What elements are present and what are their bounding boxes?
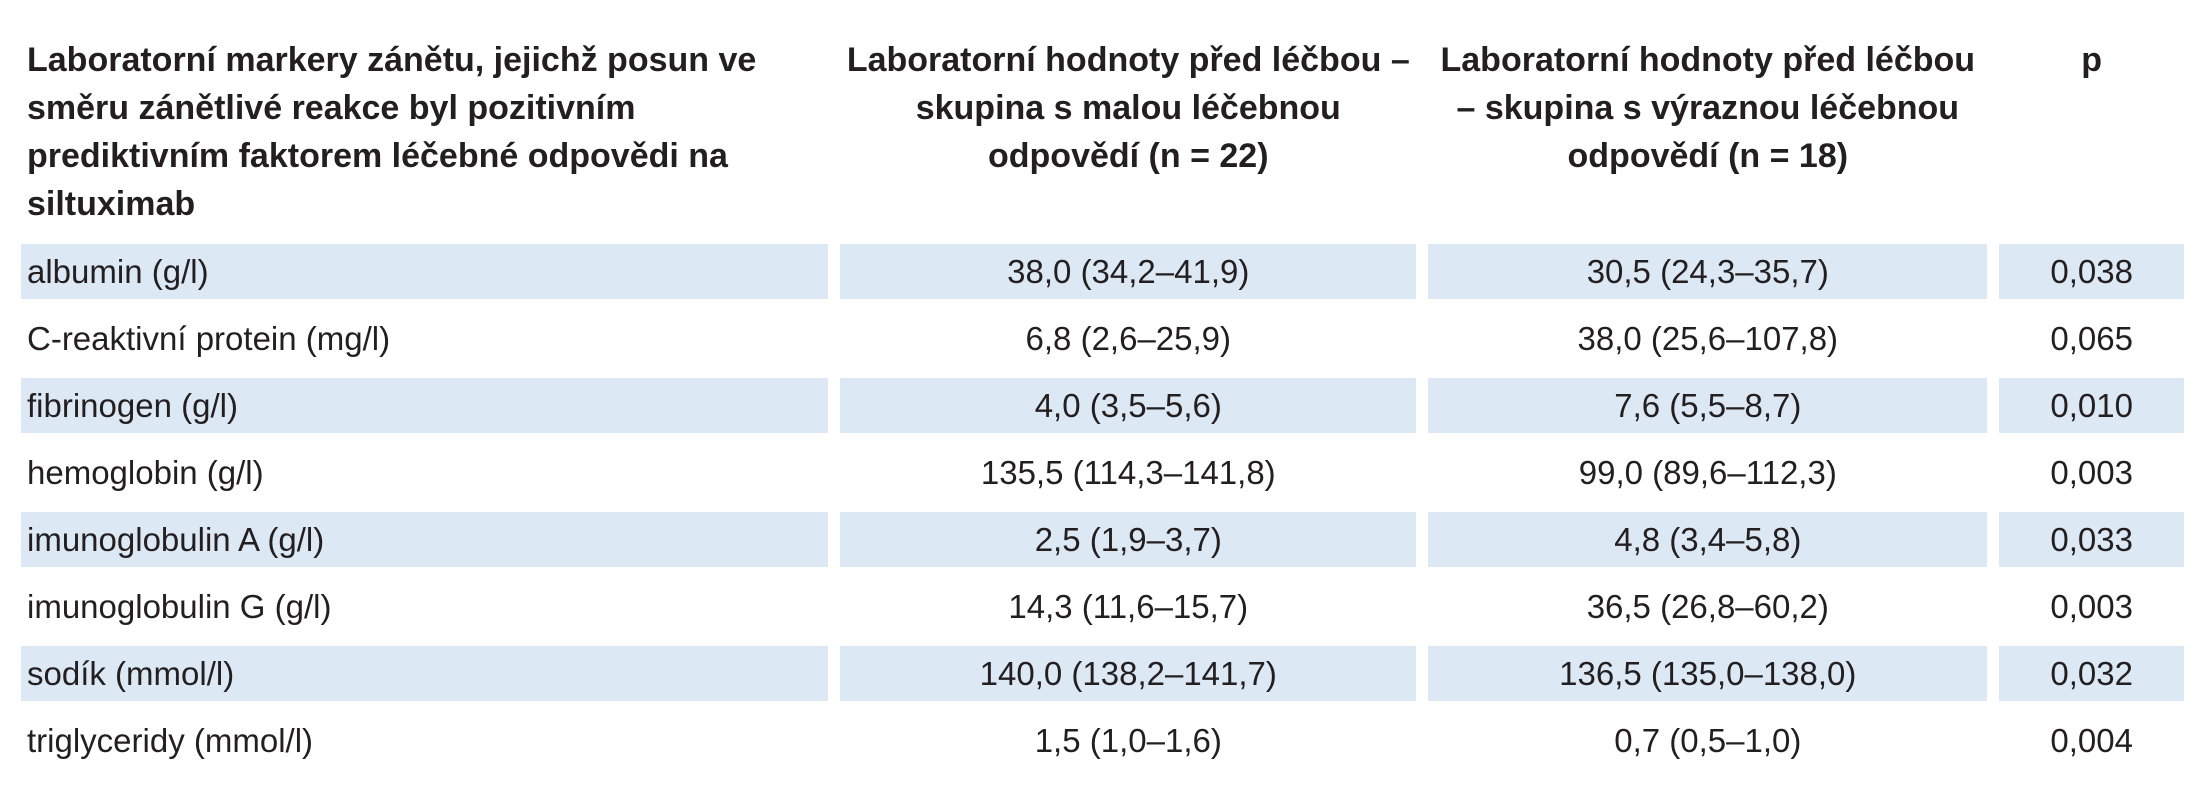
large-response-cell: 0,7 (0,5–1,0) — [1428, 713, 1987, 768]
marker-cell: albumin (g/l) — [21, 244, 828, 299]
small-response-cell: 14,3 (11,6–15,7) — [840, 579, 1416, 634]
table-row — [21, 512, 2184, 567]
large-response-cell: 136,5 (135,0–138,0) — [1428, 646, 1987, 701]
lab-markers-table — [9, 24, 2196, 780]
header-p-value: p — [2081, 41, 2103, 79]
large-response-cell: 38,0 (25,6–107,8) — [1428, 311, 1987, 366]
small-response-cell: 1,5 (1,0–1,6) — [840, 713, 1416, 768]
p-value-cell: 0,038 — [1999, 244, 2184, 299]
small-response-cell: 6,8 (2,6–25,9) — [840, 311, 1416, 366]
table-row — [21, 445, 2184, 500]
p-value-cell: 0,003 — [1999, 579, 2184, 634]
small-response-cell: 140,0 (138,2–141,7) — [840, 646, 1416, 701]
table-row — [21, 579, 2184, 634]
small-response-cell: 2,5 (1,9–3,7) — [840, 512, 1416, 567]
header-marker: Laboratorní markery zánětu, jejichž posun ve směru zánětlivé reakce byl pozitivním prediktivním faktorem léčebné odpovědi na siltuximab — [27, 41, 757, 223]
p-value-cell: 0,010 — [1999, 378, 2184, 433]
header-large-response: Laboratorní hodnoty před léčbou – skupina s výraznou léčebnou odpovědí (n = 18) — [1440, 41, 1976, 175]
p-value-cell: 0,032 — [1999, 646, 2184, 701]
header-small-response: Laboratorní hodnoty před léčbou – skupina s malou léčebnou odpovědí (n = 22) — [846, 41, 1410, 175]
marker-cell: imunoglobulin G (g/l) — [21, 579, 828, 634]
small-response-cell: 4,0 (3,5–5,6) — [840, 378, 1416, 433]
small-response-cell: 38,0 (34,2–41,9) — [840, 244, 1416, 299]
table-row — [21, 311, 2184, 366]
marker-cell: C-reaktivní protein (mg/l) — [21, 311, 828, 366]
table-header-row — [21, 36, 2184, 232]
table-body — [21, 244, 2184, 768]
marker-cell: fibrinogen (g/l) — [21, 378, 828, 433]
marker-cell: hemoglobin (g/l) — [21, 445, 828, 500]
small-response-cell: 135,5 (114,3–141,8) — [840, 445, 1416, 500]
large-response-cell: 36,5 (26,8–60,2) — [1428, 579, 1987, 634]
large-response-cell: 7,6 (5,5–8,7) — [1428, 378, 1987, 433]
large-response-cell: 99,0 (89,6–112,3) — [1428, 445, 1987, 500]
marker-cell: sodík (mmol/l) — [21, 646, 828, 701]
p-value-cell: 0,065 — [1999, 311, 2184, 366]
p-value-cell: 0,033 — [1999, 512, 2184, 567]
p-value-cell: 0,003 — [1999, 445, 2184, 500]
marker-cell: triglyceridy (mmol/l) — [21, 713, 828, 768]
table-row — [21, 646, 2184, 701]
p-value-cell: 0,004 — [1999, 713, 2184, 768]
table-row — [21, 378, 2184, 433]
large-response-cell: 4,8 (3,4–5,8) — [1428, 512, 1987, 567]
table-row — [21, 713, 2184, 768]
marker-cell: imunoglobulin A (g/l) — [21, 512, 828, 567]
large-response-cell: 30,5 (24,3–35,7) — [1428, 244, 1987, 299]
table-row — [21, 244, 2184, 299]
